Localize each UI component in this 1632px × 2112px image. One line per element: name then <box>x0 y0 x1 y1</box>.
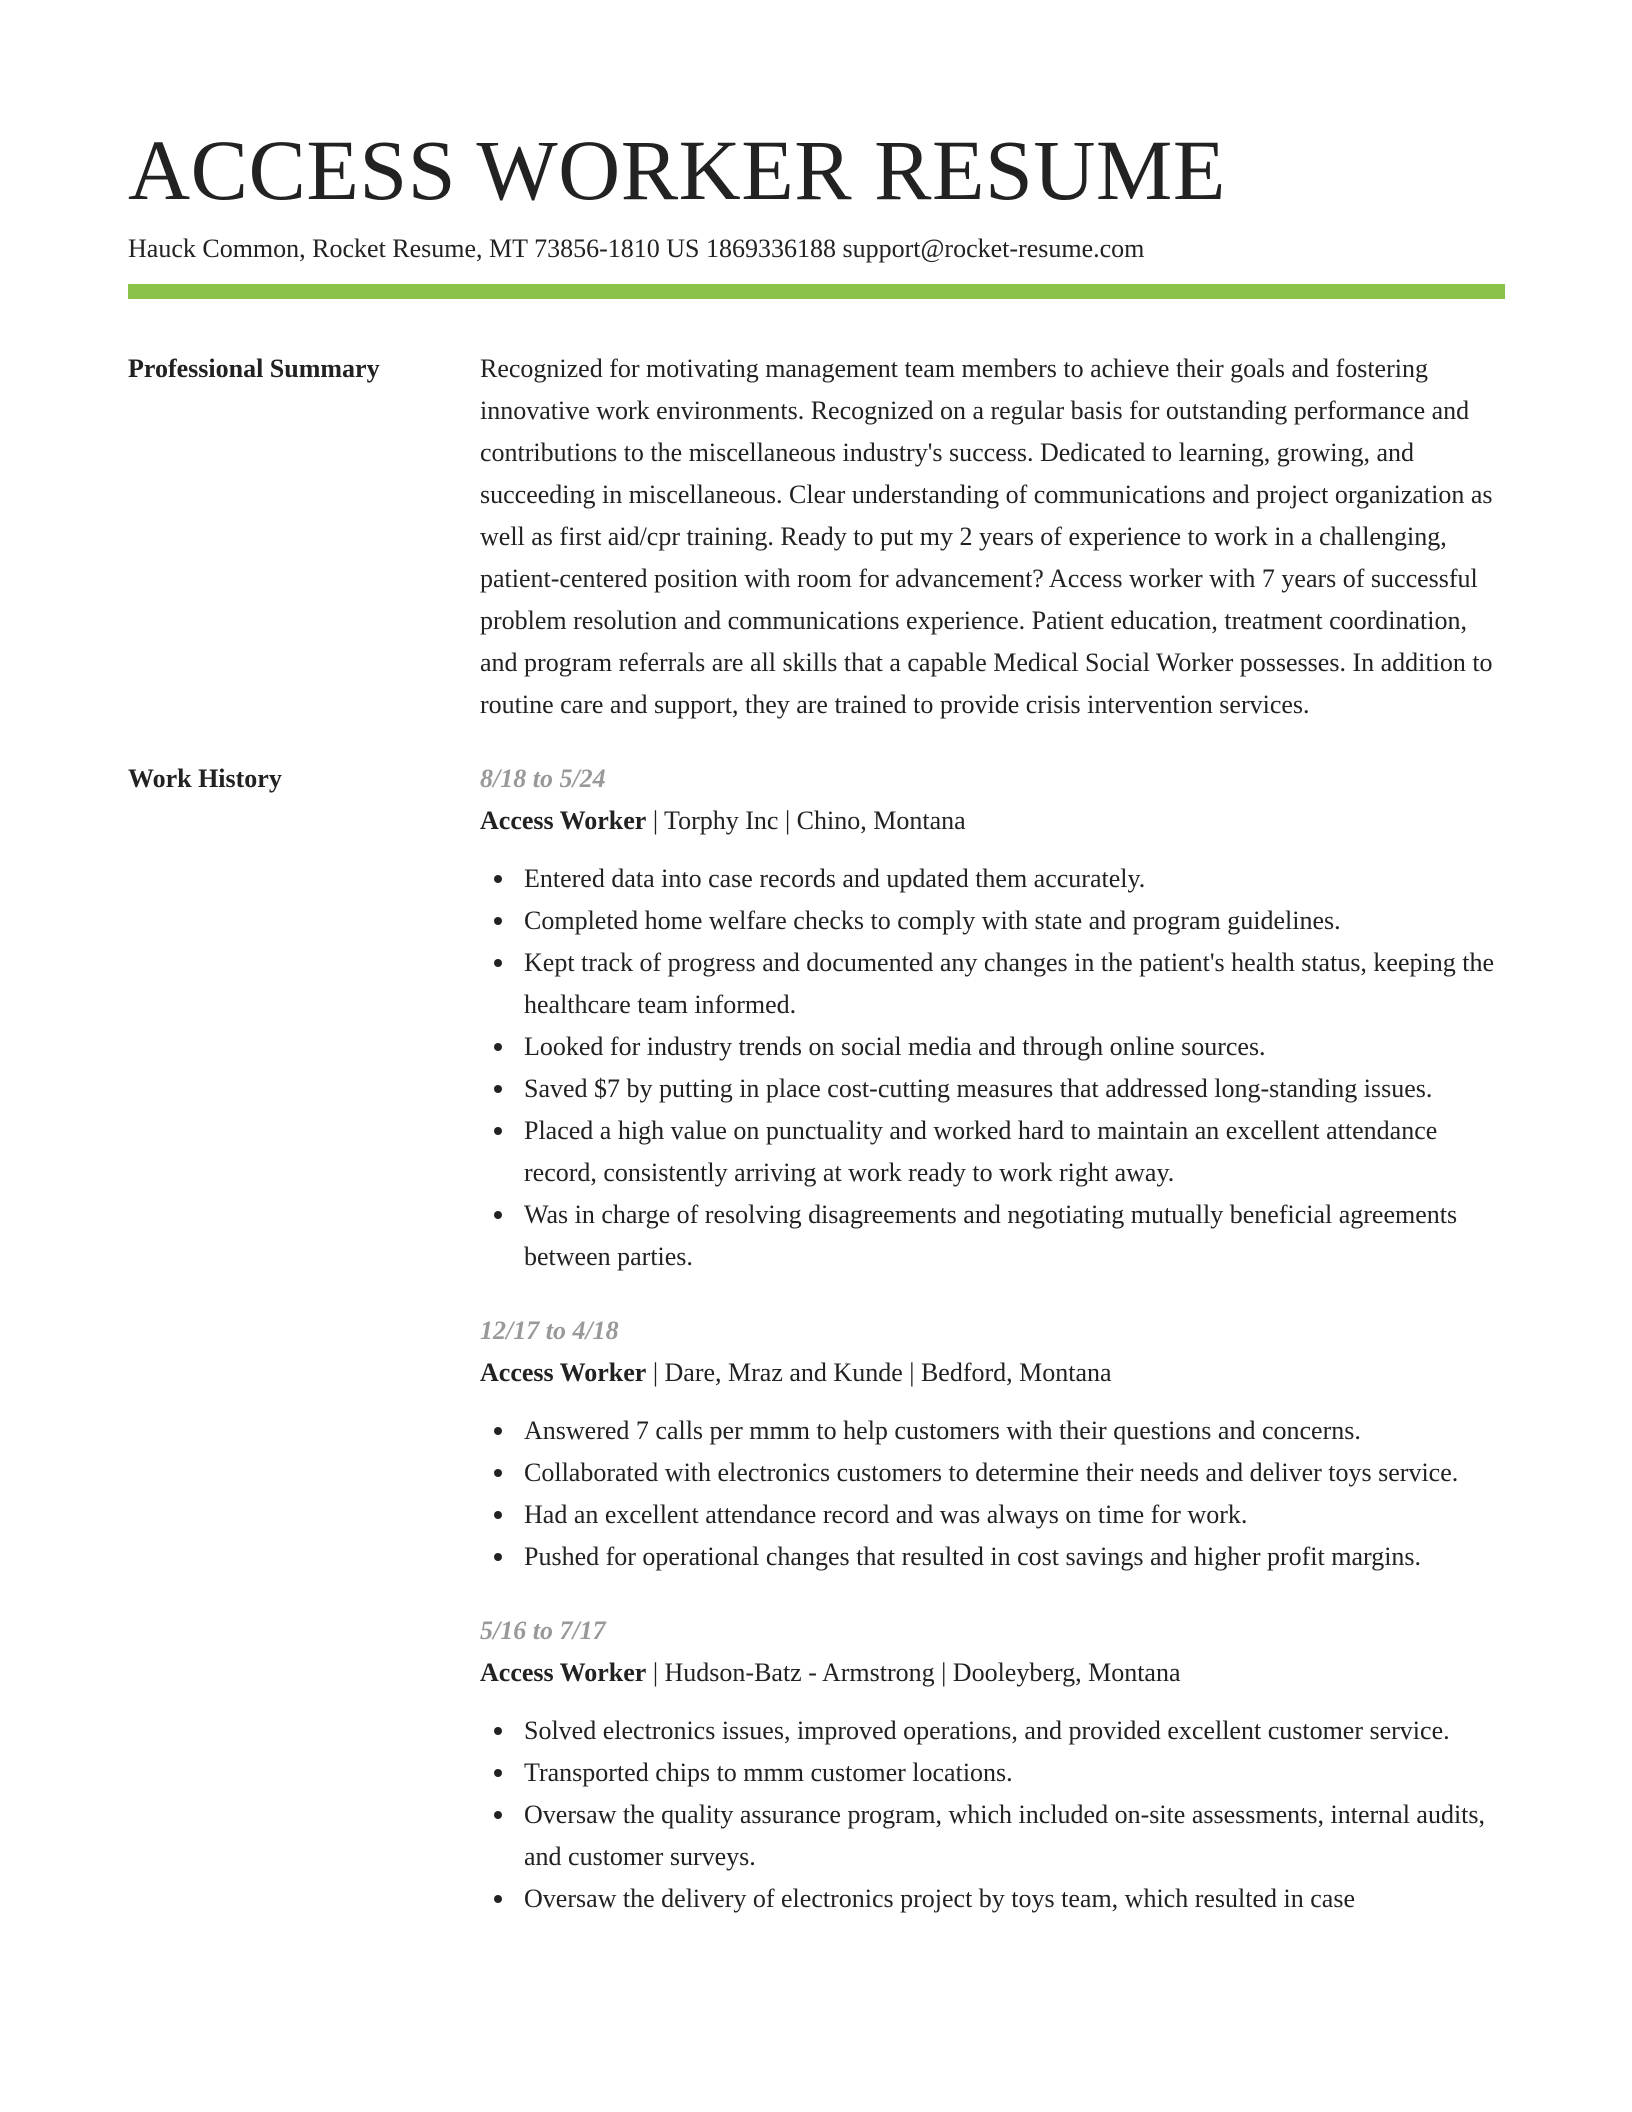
job-bullet-list <box>480 858 1504 1278</box>
job-bullet-text: Looked for industry trends on social media and through online sources. <box>524 1032 1266 1061</box>
job-bullet-text: Was in charge of resolving disagreements and negotiating mutually beneficial agreements between parties. <box>524 1200 1458 1271</box>
job-bullet-list <box>480 1410 1504 1578</box>
section-label-work-history: Work History <box>128 764 282 793</box>
job-bullet <box>480 900 1504 942</box>
job-bullet-text: Answered 7 calls per mmm to help customers with their questions and concerns. <box>524 1416 1361 1445</box>
job-bullet <box>480 1494 1504 1536</box>
job-bullet-text: Had an excellent attendance record and was always on time for work. <box>524 1500 1248 1529</box>
job-bullet <box>480 1068 1504 1110</box>
job-title-line <box>480 800 1504 842</box>
job-bullet <box>480 1878 1504 1920</box>
summary-text: Recognized for motivating management team members to achieve their goals and fostering innovative work environments. Recognized on a regular basis for outstanding performance and contributions to the miscellaneous industry's success. Dedicated to learning, growing, and succeeding in miscellaneous. Clear understanding of communications and project organization as well as first aid/cpr training. Ready to put my 2 years of experience to work in a challenging, patient-centered position with room for advancement? Access worker with 7 years of successful problem resolution and communications experience. Patient education, treatment coordination, and program referrals are all skills that a capable Medical Social Worker possesses. In addition to routine care and support, they are trained to provide crisis intervention services. <box>480 354 1493 719</box>
job-bullet <box>480 1794 1504 1878</box>
professional-summary-section <box>128 348 1504 726</box>
job-title-line <box>480 1652 1504 1694</box>
bullet-dot-icon <box>494 1127 502 1135</box>
bullet-dot-icon <box>494 1811 502 1819</box>
resume-page <box>128 118 1504 1952</box>
job-entry <box>480 1310 1504 1578</box>
bullet-dot-icon <box>494 1469 502 1477</box>
job-title-line <box>480 1352 1504 1394</box>
job-bullet <box>480 1194 1504 1278</box>
bullet-dot-icon <box>494 1211 502 1219</box>
job-bullet-list <box>480 1710 1504 1920</box>
bullet-dot-icon <box>494 917 502 925</box>
job-bullet <box>480 1536 1504 1578</box>
bullet-dot-icon <box>494 1553 502 1561</box>
job-bullet <box>480 1026 1504 1068</box>
job-bullet <box>480 1752 1504 1794</box>
job-bullet-text: Oversaw the delivery of electronics project by toys team, which resulted in case <box>524 1884 1355 1913</box>
job-bullet <box>480 1452 1504 1494</box>
job-bullet-text: Collaborated with electronics customers to determine their needs and deliver toys service. <box>524 1458 1459 1487</box>
job-bullet <box>480 1110 1504 1194</box>
job-details: | Torphy Inc | Chino, Montana <box>646 806 966 835</box>
bullet-dot-icon <box>494 1769 502 1777</box>
contact-line: Hauck Common, Rocket Resume, MT 73856-1810 US 1869336188 support@rocket-resume.com <box>128 234 1145 263</box>
job-bullet-text: Pushed for operational changes that resulted in cost savings and higher profit margins. <box>524 1542 1422 1571</box>
job-bullet <box>480 1410 1504 1452</box>
bullet-dot-icon <box>494 1511 502 1519</box>
work-history-section <box>128 758 1504 1952</box>
job-bullet-text: Solved electronics issues, improved operations, and provided excellent customer service. <box>524 1716 1450 1745</box>
job-dates: 12/17 to 4/18 <box>480 1316 619 1345</box>
job-bullet-text: Oversaw the quality assurance program, which included on-site assessments, internal audits, and customer surveys. <box>524 1800 1486 1871</box>
job-bullet-text: Kept track of progress and documented any changes in the patient's health status, keeping the healthcare team informed. <box>524 948 1494 1019</box>
header-divider <box>128 284 1505 299</box>
job-bullet-text: Transported chips to mmm customer locations. <box>524 1758 1013 1787</box>
job-title: Access Worker <box>480 1658 647 1687</box>
bullet-dot-icon <box>494 1427 502 1435</box>
bullet-dot-icon <box>494 1895 502 1903</box>
job-details: | Hudson-Batz - Armstrong | Dooleyberg, Montana <box>646 1658 1181 1687</box>
job-bullet-text: Saved $7 by putting in place cost-cutting measures that addressed long-standing issues. <box>524 1074 1433 1103</box>
job-entry <box>480 1610 1504 1920</box>
job-title: Access Worker <box>480 1358 647 1387</box>
bullet-dot-icon <box>494 1727 502 1735</box>
job-bullet-text: Entered data into case records and updated them accurately. <box>524 864 1146 893</box>
job-dates: 5/16 to 7/17 <box>480 1616 606 1645</box>
bullet-dot-icon <box>494 1085 502 1093</box>
summary-body <box>480 348 1504 726</box>
bullet-dot-icon <box>494 959 502 967</box>
job-bullet <box>480 1710 1504 1752</box>
job-bullet-text: Completed home welfare checks to comply with state and program guidelines. <box>524 906 1341 935</box>
job-bullet <box>480 942 1504 1026</box>
section-label-summary: Professional Summary <box>128 354 380 383</box>
resume-title: ACCESS WORKER RESUME <box>128 122 1226 218</box>
bullet-dot-icon <box>494 875 502 883</box>
job-bullet-text: Placed a high value on punctuality and worked hard to maintain an excellent attendance record, consistently arriving at work ready to work right away. <box>524 1116 1438 1187</box>
job-bullet <box>480 858 1504 900</box>
job-dates: 8/18 to 5/24 <box>480 764 606 793</box>
job-title: Access Worker <box>480 806 647 835</box>
job-entry <box>480 758 1504 1278</box>
work-history-body <box>480 758 1504 1952</box>
job-details: | Dare, Mraz and Kunde | Bedford, Montana <box>646 1358 1112 1387</box>
bullet-dot-icon <box>494 1043 502 1051</box>
